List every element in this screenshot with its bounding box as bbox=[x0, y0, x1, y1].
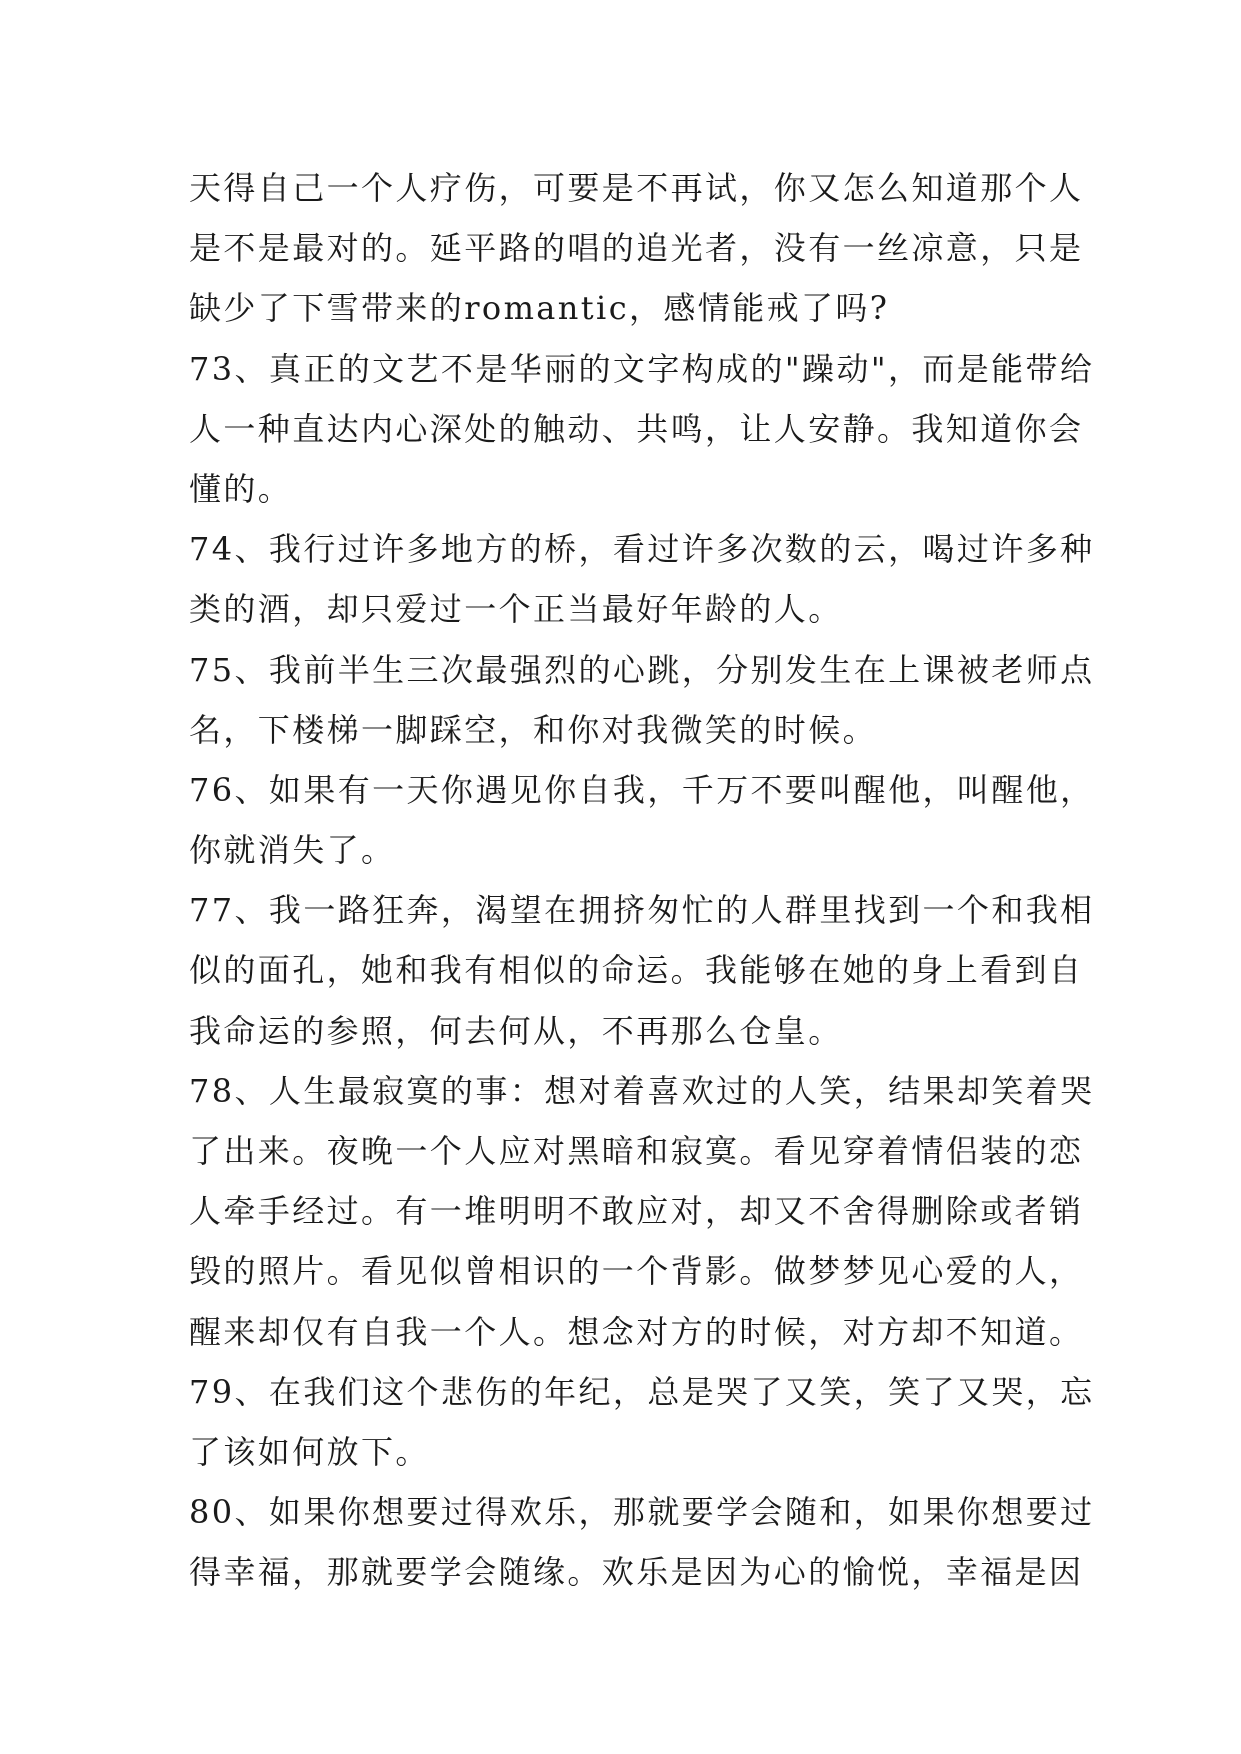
text-line: 76、如果有一天你遇见你自我，千万不要叫醒他，叫醒他， bbox=[189, 770, 1095, 809]
text-line: 人牵手经过。有一堆明明不敢应对，却又不舍得删除或者销 bbox=[189, 1192, 1084, 1231]
text-line: 77、我一路狂奔，渴望在拥挤匆忙的人群里找到一个和我相 bbox=[189, 891, 1095, 930]
text-line: 缺少了下雪带来的romantic，感情能戒了吗? bbox=[189, 289, 890, 328]
document-body bbox=[189, 158, 1095, 1603]
text-line: 天得自己一个人疗伤，可要是不再试，你又怎么知道那个人 bbox=[189, 169, 1084, 207]
text-line: 醒来却仅有自我一个人。想念对方的时候，对方却不知道。 bbox=[189, 1312, 1084, 1351]
text-line: 73、真正的文艺不是华丽的文字构成的"躁动"，而是能带给 bbox=[189, 349, 1095, 388]
text-line: 得幸福，那就要学会随缘。欢乐是因为心的愉悦，幸福是因 bbox=[189, 1553, 1084, 1592]
text-line: 人一种直达内心深处的触动、共鸣，让人安静。我知道你会 bbox=[189, 409, 1084, 448]
text-line: 78、人生最寂寞的事：想对着喜欢过的人笑，结果却笑着哭 bbox=[189, 1071, 1095, 1110]
text-line: 了出来。夜晚一个人应对黑暗和寂寞。看见穿着情侣装的恋 bbox=[189, 1132, 1084, 1170]
text-line: 懂的。 bbox=[189, 469, 293, 508]
text-line: 79、在我们这个悲伤的年纪，总是哭了又笑，笑了又哭，忘 bbox=[189, 1372, 1095, 1411]
text-line: 75、我前半生三次最强烈的心跳，分别发生在上课被老师点 bbox=[189, 650, 1095, 689]
text-line: 你就消失了。 bbox=[189, 831, 396, 870]
text-line: 名，下楼梯一脚踩空，和你对我微笑的时候。 bbox=[189, 710, 878, 749]
text-line: 似的面孔，她和我有相似的命运。我能够在她的身上看到自 bbox=[189, 951, 1084, 990]
text-line: 我命运的参照，何去何从，不再那么仓皇。 bbox=[189, 1011, 843, 1050]
text-line: 类的酒，却只爱过一个正当最好年龄的人。 bbox=[189, 590, 843, 629]
text-line: 是不是最对的。延平路的唱的追光者，没有一丝凉意，只是 bbox=[189, 229, 1084, 268]
text-line: 毁的照片。看见似曾相识的一个背影。做梦梦见心爱的人， bbox=[189, 1252, 1084, 1291]
text-line: 80、如果你想要过得欢乐，那就要学会随和，如果你想要过 bbox=[189, 1493, 1095, 1532]
text-line: 了该如何放下。 bbox=[189, 1432, 430, 1471]
text-line: 74、我行过许多地方的桥，看过许多次数的云，喝过许多种 bbox=[189, 530, 1095, 569]
